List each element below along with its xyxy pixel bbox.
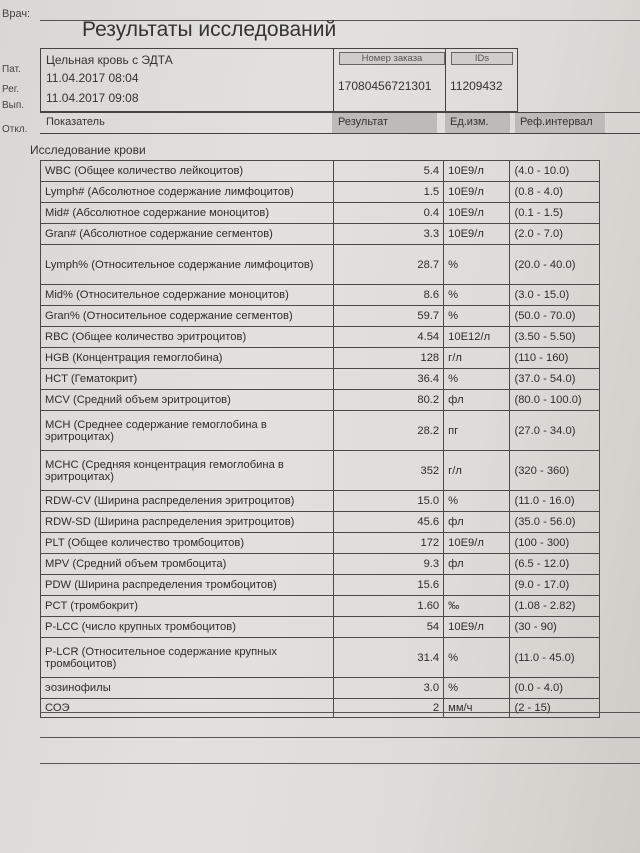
unit: ‰	[444, 596, 510, 617]
indicator-name: Lymph% (Относительное содержание лимфоцитов)	[41, 245, 334, 285]
result-value: 2	[333, 699, 444, 718]
indicator-name: PCT (тромбокрит)	[41, 596, 334, 617]
result-value: 31.4	[333, 638, 444, 678]
result-value: 28.2	[333, 411, 444, 451]
table-row	[41, 369, 600, 390]
reference-interval: (20.0 - 40.0)	[510, 245, 600, 285]
result-value: 3.3	[333, 224, 444, 245]
indicator-name: PLT (Общее количество тромбоцитов)	[41, 533, 334, 554]
order-header-box	[40, 48, 518, 112]
indicator-name: Gran% (Относительное содержание сегментов)	[41, 306, 334, 327]
reference-interval: (0.8 - 4.0)	[510, 182, 600, 203]
table-row	[41, 203, 600, 224]
section-title: Исследование крови	[30, 143, 146, 157]
col-unit: Ед.изм.	[450, 116, 489, 128]
blank-rule	[40, 763, 640, 764]
result-value: 352	[333, 451, 444, 491]
unit: г/л	[444, 451, 510, 491]
table-row	[41, 596, 600, 617]
result-value: 36.4	[333, 369, 444, 390]
table-row	[41, 411, 600, 451]
table-row	[41, 285, 600, 306]
unit	[444, 575, 510, 596]
result-value: 80.2	[333, 390, 444, 411]
indicator-name: Lymph# (Абсолютное содержание лимфоцитов)	[41, 182, 334, 203]
doctor-label: Врач:	[2, 8, 31, 20]
unit: г/л	[444, 348, 510, 369]
unit: %	[444, 245, 510, 285]
unit: %	[444, 306, 510, 327]
blank-rule	[40, 712, 640, 713]
result-value: 5.4	[333, 161, 444, 182]
indicator-name: P-LCC (число крупных тромбоцитов)	[41, 617, 334, 638]
reference-interval: (9.0 - 17.0)	[510, 575, 600, 596]
order-number-label: Номер заказа	[339, 52, 445, 65]
table-row	[41, 617, 600, 638]
registered-date: 11.04.2017 08:04	[46, 71, 139, 85]
indicator-name: Gran# (Абсолютное содержание сегментов)	[41, 224, 334, 245]
result-value: 1.60	[333, 596, 444, 617]
result-value: 45.6	[333, 512, 444, 533]
col-indicator: Показатель	[46, 116, 105, 128]
material-type: Цельная кровь с ЭДТА	[46, 53, 173, 67]
table-row	[41, 390, 600, 411]
reference-interval: (0.1 - 1.5)	[510, 203, 600, 224]
indicator-name: Mid# (Абсолютное содержание моноцитов)	[41, 203, 334, 224]
unit: 10E9/л	[444, 203, 510, 224]
unit: фл	[444, 554, 510, 575]
column-header-row	[40, 112, 640, 134]
unit: мм/ч	[444, 699, 510, 718]
indicator-name: MCHC (Средняя концентрация гемоглобина в эритроцитах)	[41, 451, 334, 491]
unit: 10E9/л	[444, 161, 510, 182]
unit: 10E9/л	[444, 617, 510, 638]
col-result: Результат	[338, 116, 389, 128]
side-label-registered: Рег.	[2, 84, 19, 95]
reference-interval: (2.0 - 7.0)	[510, 224, 600, 245]
side-label-deviation: Откл.	[2, 124, 28, 135]
reference-interval: (110 - 160)	[510, 348, 600, 369]
table-row	[41, 575, 600, 596]
table-row	[41, 638, 600, 678]
unit: 10E12/л	[444, 327, 510, 348]
reference-interval: (100 - 300)	[510, 533, 600, 554]
reference-interval: (3.0 - 15.0)	[510, 285, 600, 306]
table-row	[41, 699, 600, 718]
reference-interval: (2 - 15)	[510, 699, 600, 718]
indicator-name: эозинофилы	[41, 678, 334, 699]
indicator-name: СОЭ	[41, 699, 334, 718]
unit: фл	[444, 512, 510, 533]
table-row	[41, 348, 600, 369]
result-value: 0.4	[333, 203, 444, 224]
unit: %	[444, 285, 510, 306]
result-value: 4.54	[333, 327, 444, 348]
indicator-name: RDW-SD (Ширина распределения эритроцитов)	[41, 512, 334, 533]
indicator-name: HCT (Гематокрит)	[41, 369, 334, 390]
reference-interval: (320 - 360)	[510, 451, 600, 491]
unit: фл	[444, 390, 510, 411]
id-number: 11209432	[450, 79, 503, 93]
result-value: 172	[333, 533, 444, 554]
reference-interval: (80.0 - 100.0)	[510, 390, 600, 411]
indicator-name: Mid% (Относительное содержание моноцитов)	[41, 285, 334, 306]
table-row	[41, 306, 600, 327]
unit: %	[444, 678, 510, 699]
unit: 10E9/л	[444, 224, 510, 245]
result-value: 15.6	[333, 575, 444, 596]
table-row	[41, 451, 600, 491]
indicator-name: RDW-CV (Ширина распределения эритроцитов)	[41, 491, 334, 512]
table-row	[41, 327, 600, 348]
result-value: 59.7	[333, 306, 444, 327]
indicator-name: WBC (Общее количество лейкоцитов)	[41, 161, 334, 182]
unit: %	[444, 491, 510, 512]
page-title: Результаты исследований	[82, 18, 337, 41]
result-value: 8.6	[333, 285, 444, 306]
unit: %	[444, 638, 510, 678]
order-number: 17080456721301	[338, 79, 432, 93]
unit: 10E9/л	[444, 533, 510, 554]
table-row	[41, 533, 600, 554]
unit: %	[444, 369, 510, 390]
table-row	[41, 491, 600, 512]
indicator-name: MCH (Среднее содержание гемоглобина в эритроцитах)	[41, 411, 334, 451]
indicator-name: PDW (Ширина распределения тромбоцитов)	[41, 575, 334, 596]
reference-interval: (37.0 - 54.0)	[510, 369, 600, 390]
result-value: 15.0	[333, 491, 444, 512]
result-value: 54	[333, 617, 444, 638]
unit: пг	[444, 411, 510, 451]
id-label: IDs	[451, 52, 513, 65]
reference-interval: (3.50 - 5.50)	[510, 327, 600, 348]
blank-rule	[40, 737, 640, 738]
completed-date: 11.04.2017 09:08	[46, 91, 139, 105]
table-row	[41, 554, 600, 575]
reference-interval: (35.0 - 56.0)	[510, 512, 600, 533]
result-value: 9.3	[333, 554, 444, 575]
table-row	[41, 182, 600, 203]
results-table	[40, 160, 600, 718]
reference-interval: (11.0 - 16.0)	[510, 491, 600, 512]
indicator-name: RBC (Общее количество эритроцитов)	[41, 327, 334, 348]
side-label-done: Вып.	[2, 100, 25, 111]
table-row	[41, 678, 600, 699]
table-row	[41, 224, 600, 245]
reference-interval: (0.0 - 4.0)	[510, 678, 600, 699]
indicator-name: MPV (Средний объем тромбоцита)	[41, 554, 334, 575]
indicator-name: P-LCR (Относительное содержание крупных тромбоцитов)	[41, 638, 334, 678]
indicator-name: HGB (Концентрация гемоглобина)	[41, 348, 334, 369]
reference-interval: (27.0 - 34.0)	[510, 411, 600, 451]
indicator-name: MCV (Средний объем эритроцитов)	[41, 390, 334, 411]
table-row	[41, 512, 600, 533]
col-ref-interval: Реф.интервал	[520, 116, 593, 128]
result-value: 128	[333, 348, 444, 369]
side-label-patient: Пат.	[2, 64, 21, 75]
table-row	[41, 245, 600, 285]
result-value: 1.5	[333, 182, 444, 203]
reference-interval: (11.0 - 45.0)	[510, 638, 600, 678]
reference-interval: (6.5 - 12.0)	[510, 554, 600, 575]
reference-interval: (1.08 - 2.82)	[510, 596, 600, 617]
result-value: 28.7	[333, 245, 444, 285]
unit: 10E9/л	[444, 182, 510, 203]
result-value: 3.0	[333, 678, 444, 699]
reference-interval: (4.0 - 10.0)	[510, 161, 600, 182]
reference-interval: (50.0 - 70.0)	[510, 306, 600, 327]
table-row	[41, 161, 600, 182]
reference-interval: (30 - 90)	[510, 617, 600, 638]
